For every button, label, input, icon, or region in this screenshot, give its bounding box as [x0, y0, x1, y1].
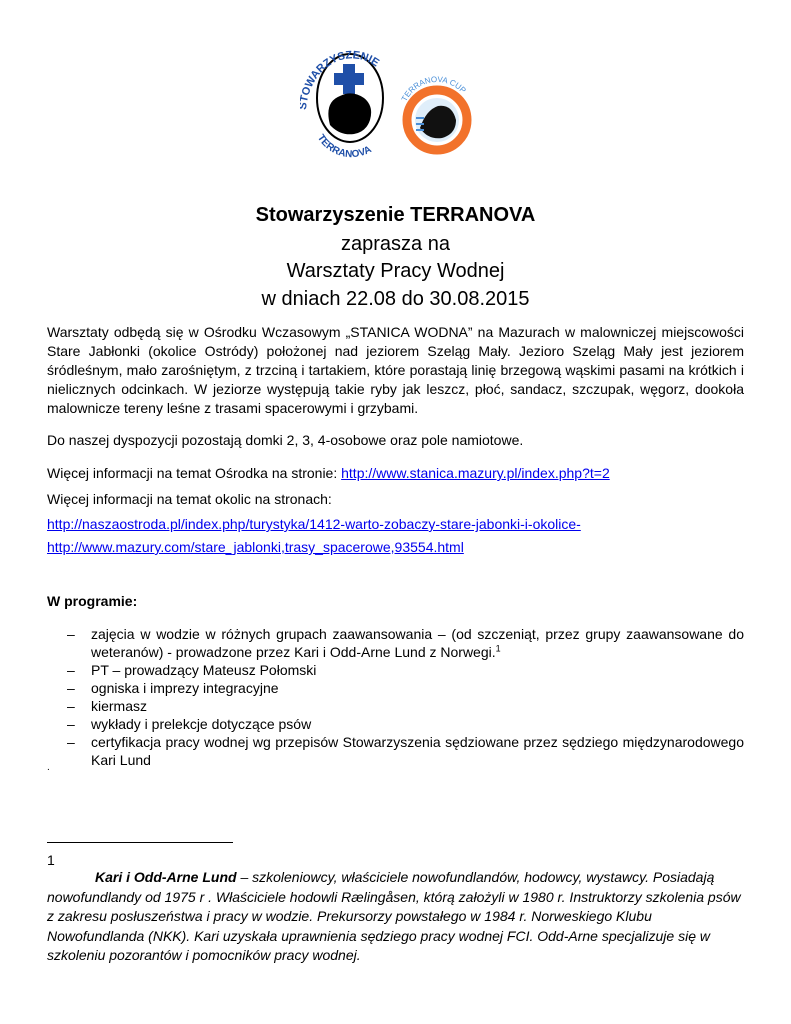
list-item	[47, 733, 744, 769]
dash-bullet: –	[67, 626, 75, 642]
event-name: Warsztaty Pracy Wodnej	[286, 260, 505, 282]
program-list	[47, 625, 744, 769]
terranova-cup-logo	[400, 75, 468, 150]
area-info-line: Więcej informacji na temat okolic na stronach:	[47, 491, 332, 507]
footnote-number: 1	[47, 852, 55, 868]
invite-line: zaprasza na	[341, 233, 450, 255]
logos	[300, 40, 475, 170]
footnote-separator	[47, 842, 233, 843]
dash-bullet: –	[67, 680, 75, 696]
logo-arc-top: OWARZYSZENIE	[300, 49, 382, 98]
area-link-1[interactable]: http://naszaostroda.pl/index.php/turystyka/1412-warto-zobaczy-stare-jabonki-i-okolice-	[47, 516, 581, 532]
terranova-association-logo	[300, 49, 383, 160]
dash-bullet: –	[67, 734, 75, 750]
list-item	[47, 679, 744, 697]
list-item	[47, 697, 744, 715]
list-item-text: certyfikacja pracy wodnej wg przepisów Stowarzyszenia sędziowane przez sędziego międzynarodowego Kari Lund	[91, 734, 744, 768]
center-info-line	[47, 464, 744, 483]
program-heading: W programie:	[47, 593, 138, 609]
center-info-link[interactable]: http://www.stanica.mazury.pl/index.php?t=2	[341, 465, 610, 481]
description-paragraph: Warsztaty odbędą się w Ośrodku Wczasowym „STANICA WODNA” na Mazurach w malowniczej miejscowości Stare Jabłonki (okolice Ostródy) położonej nad jeziorem Szeląg Mały. Jezioro Szeląg Mały jest jeziorem śródleśnym, mało zarośniętym, z trzciną i tartakiem, które porastają linię brzegową wąskimi pasami na krótkich i nielicznych odcinkach. W jeziorze występują takie ryby jak leszcz, płoć, sandacz, szczupak, węgorz, dookoła malownicze tereny leśne z trasami spacerowymi i grzybami.	[47, 324, 744, 416]
logo-graphics	[300, 40, 475, 170]
list-item	[47, 661, 744, 679]
footnote-ref[interactable]: 1	[495, 643, 501, 654]
area-link-line-1	[47, 515, 744, 534]
list-item-text: PT – prowadzący Mateusz Połomski	[91, 662, 317, 678]
list-item	[47, 715, 744, 733]
list-item-text: kiermasz	[91, 698, 148, 714]
list-item	[47, 625, 744, 661]
stray-dot: .	[47, 762, 50, 773]
event-dates: w dniach 22.08 do 30.08.2015	[261, 288, 530, 310]
logo-arc-bottom: TERRANOVA	[314, 132, 374, 161]
center-info-text: Więcej informacji na temat Ośrodka na stronie:	[47, 465, 342, 481]
dash-bullet: –	[67, 698, 75, 714]
footnote-names: Kari i Odd-Arne Lund	[95, 869, 237, 885]
list-item-text: ogniska i imprezy integracyjne	[91, 680, 279, 696]
list-item-text: zajęcia w wodzie w różnych grupach zaawansowania – (od szczeniąt, przez grupy zaawansowane do weteranów) - prowadzone przez Kari i Odd-Arne Lund z Norwegi.	[91, 626, 744, 660]
footnote-text	[47, 868, 744, 966]
dash-bullet: –	[67, 662, 75, 678]
dog-head-icon	[328, 93, 371, 134]
accommodation-paragraph: Do naszej dyspozycji pozostają domki 2, 3, 4-osobowe oraz pole namiotowe.	[47, 432, 524, 448]
footnote-body: – szkoleniowcy, właściciele nowofundlandów, hodowcy, wystawcy. Posiadają nowofundlandy od 1975 r . Właściciele hodowli Rælingåsen, którą założyli w 1980 r. Instruktorzy szkolenia psów z zakresu posłuszeństwa i pracy w wodzie. Prekursorzy powstałego w 1984 r. Norweskiego Klubu Nowofundlanda (NKK). Kari uzyskała uprawnienia sędziego pracy wodnej FCI. Odd-Arne specjalizuje się w szkoleniu pozorantów i pomocników pracy wodnej.	[47, 869, 741, 963]
page-title: Stowarzyszenie TERRANOVA	[255, 204, 536, 226]
list-item-text: wykłady i prelekcje dotyczące psów	[91, 716, 312, 732]
dash-bullet: –	[67, 716, 75, 732]
area-link-line-2	[47, 538, 744, 557]
cup-logo-text: TERRANOVA CUP	[399, 74, 468, 103]
area-link-2[interactable]: http://www.mazury.com/stare_jablonki,trasy_spacerowe,93554.html	[47, 539, 464, 555]
